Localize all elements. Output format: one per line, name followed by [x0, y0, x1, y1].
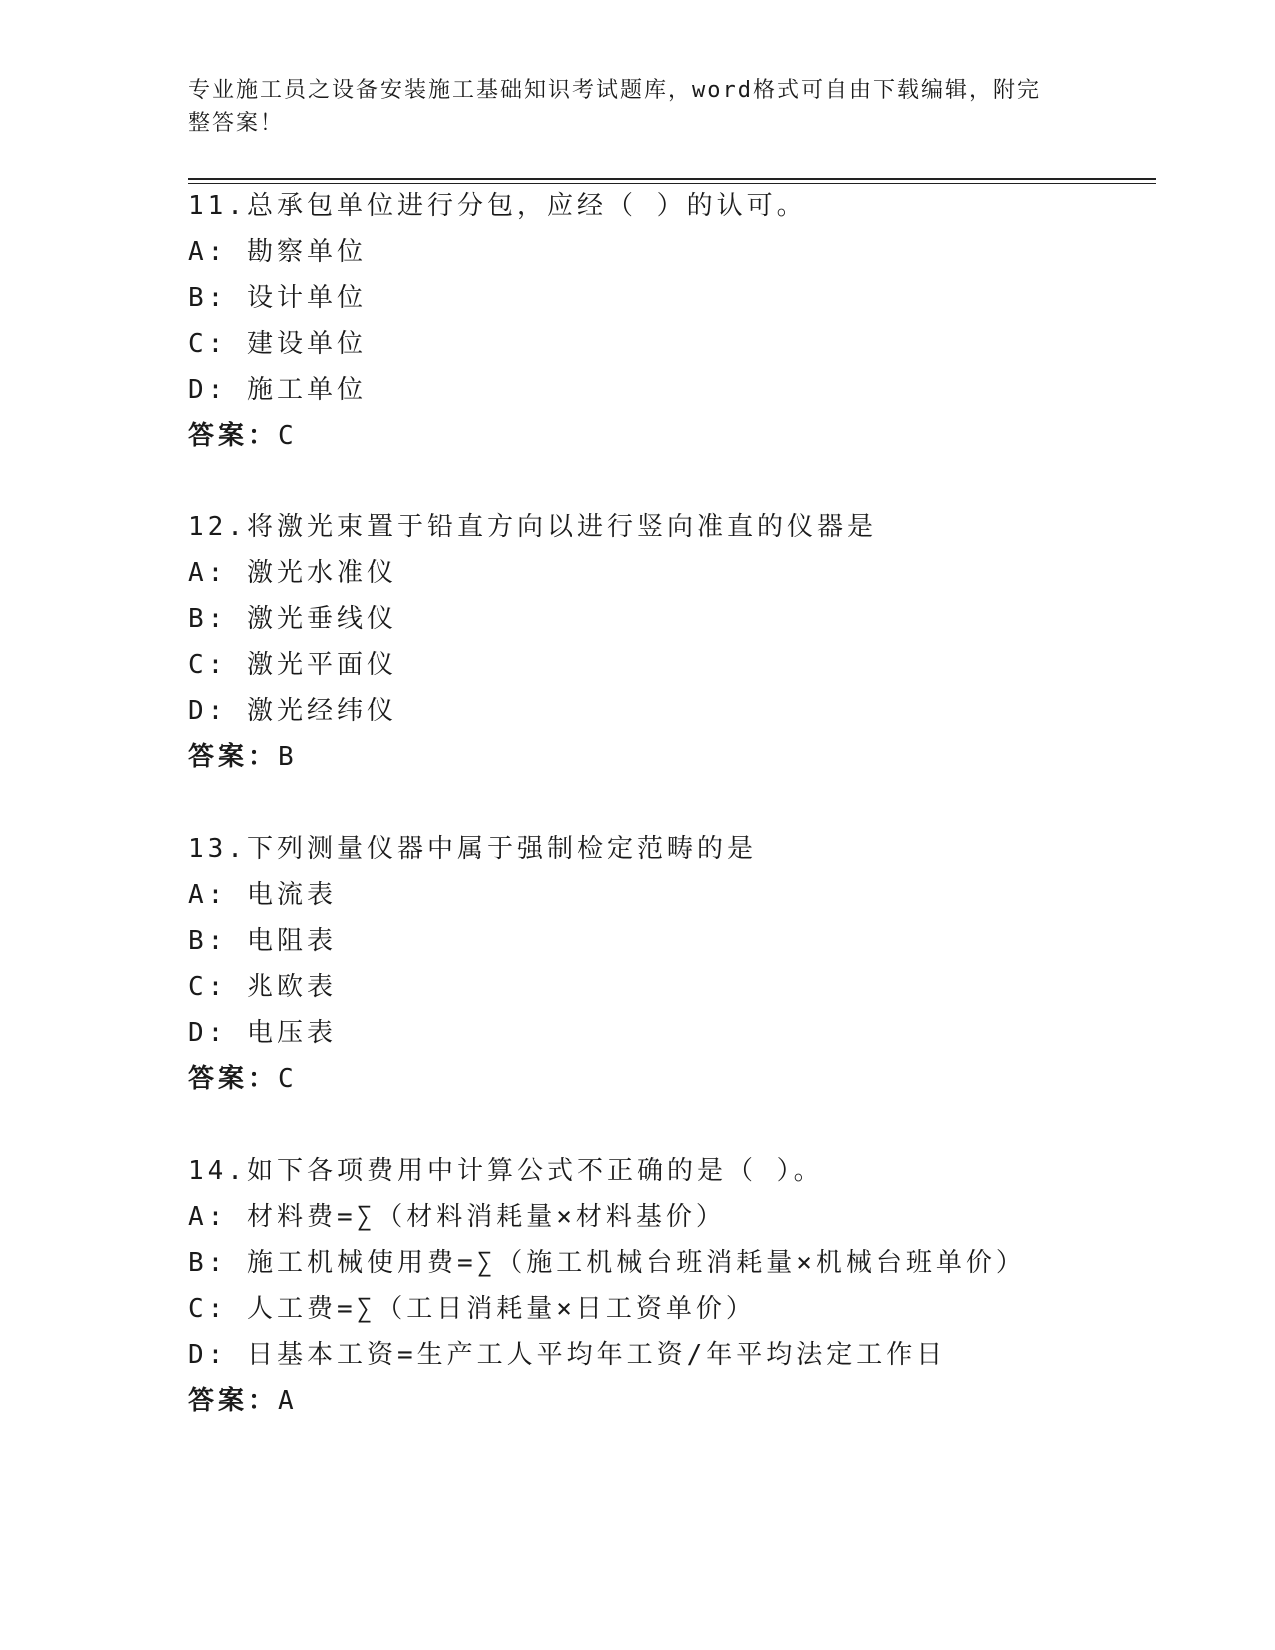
- option-d: D: 激光经纬仪: [188, 696, 397, 726]
- option-d: D: 电压表: [188, 1018, 337, 1048]
- option-b: B: 电阻表: [188, 926, 337, 956]
- answer-value: C: [278, 1064, 296, 1094]
- answer-line: [188, 734, 1156, 780]
- answer-line: [188, 1378, 1156, 1424]
- question-stem: 13.下列测量仪器中属于强制检定范畴的是: [188, 834, 757, 864]
- option-c: C: 激光平面仪: [188, 650, 397, 680]
- option-a: A: 材料费=∑（材料消耗量×材料基价）: [188, 1202, 726, 1232]
- header-line-1: 专业施工员之设备安装施工基础知识考试题库，word格式可自由下载编辑，附完: [188, 78, 1041, 103]
- option-c: C: 建设单位: [188, 329, 367, 359]
- option-b: B: 设计单位: [188, 283, 367, 313]
- option-a: A: 激光水准仪: [188, 558, 397, 588]
- option-c: C: 兆欧表: [188, 972, 337, 1002]
- answer-label: 答案：: [188, 742, 279, 772]
- header-divider-thick: [188, 178, 1156, 180]
- answer-line: [188, 413, 1156, 459]
- answer-value: B: [278, 742, 296, 772]
- header-line-2: 整答案！: [188, 111, 285, 136]
- question-12: [188, 504, 1156, 780]
- option-b: B: 激光垂线仪: [188, 604, 397, 634]
- answer-label: 答案：: [188, 1386, 279, 1416]
- question-11: [188, 183, 1156, 459]
- option-d: D: 施工单位: [188, 375, 367, 405]
- question-14: [188, 1148, 1156, 1424]
- option-a: A: 勘察单位: [188, 237, 367, 267]
- answer-line: [188, 1056, 1156, 1102]
- answer-value: C: [278, 421, 296, 451]
- option-c: C: 人工费=∑（工日消耗量×日工资单价）: [188, 1294, 756, 1324]
- option-a: A: 电流表: [188, 880, 337, 910]
- document-header: [188, 74, 1068, 140]
- question-stem: 14.如下各项费用中计算公式不正确的是（ ）。: [188, 1156, 824, 1186]
- option-d: D: 日基本工资=生产工人平均年工资/年平均法定工作日: [188, 1340, 947, 1370]
- question-13: [188, 826, 1156, 1102]
- answer-label: 答案：: [188, 1064, 279, 1094]
- option-b: B: 施工机械使用费=∑（施工机械台班消耗量×机械台班单价）: [188, 1248, 1026, 1278]
- answer-value: A: [278, 1386, 296, 1416]
- question-stem: 12.将激光束置于铅直方向以进行竖向准直的仪器是: [188, 512, 877, 542]
- question-stem: 11.总承包单位进行分包，应经（ ）的认可。: [188, 191, 807, 221]
- answer-label: 答案：: [188, 421, 279, 451]
